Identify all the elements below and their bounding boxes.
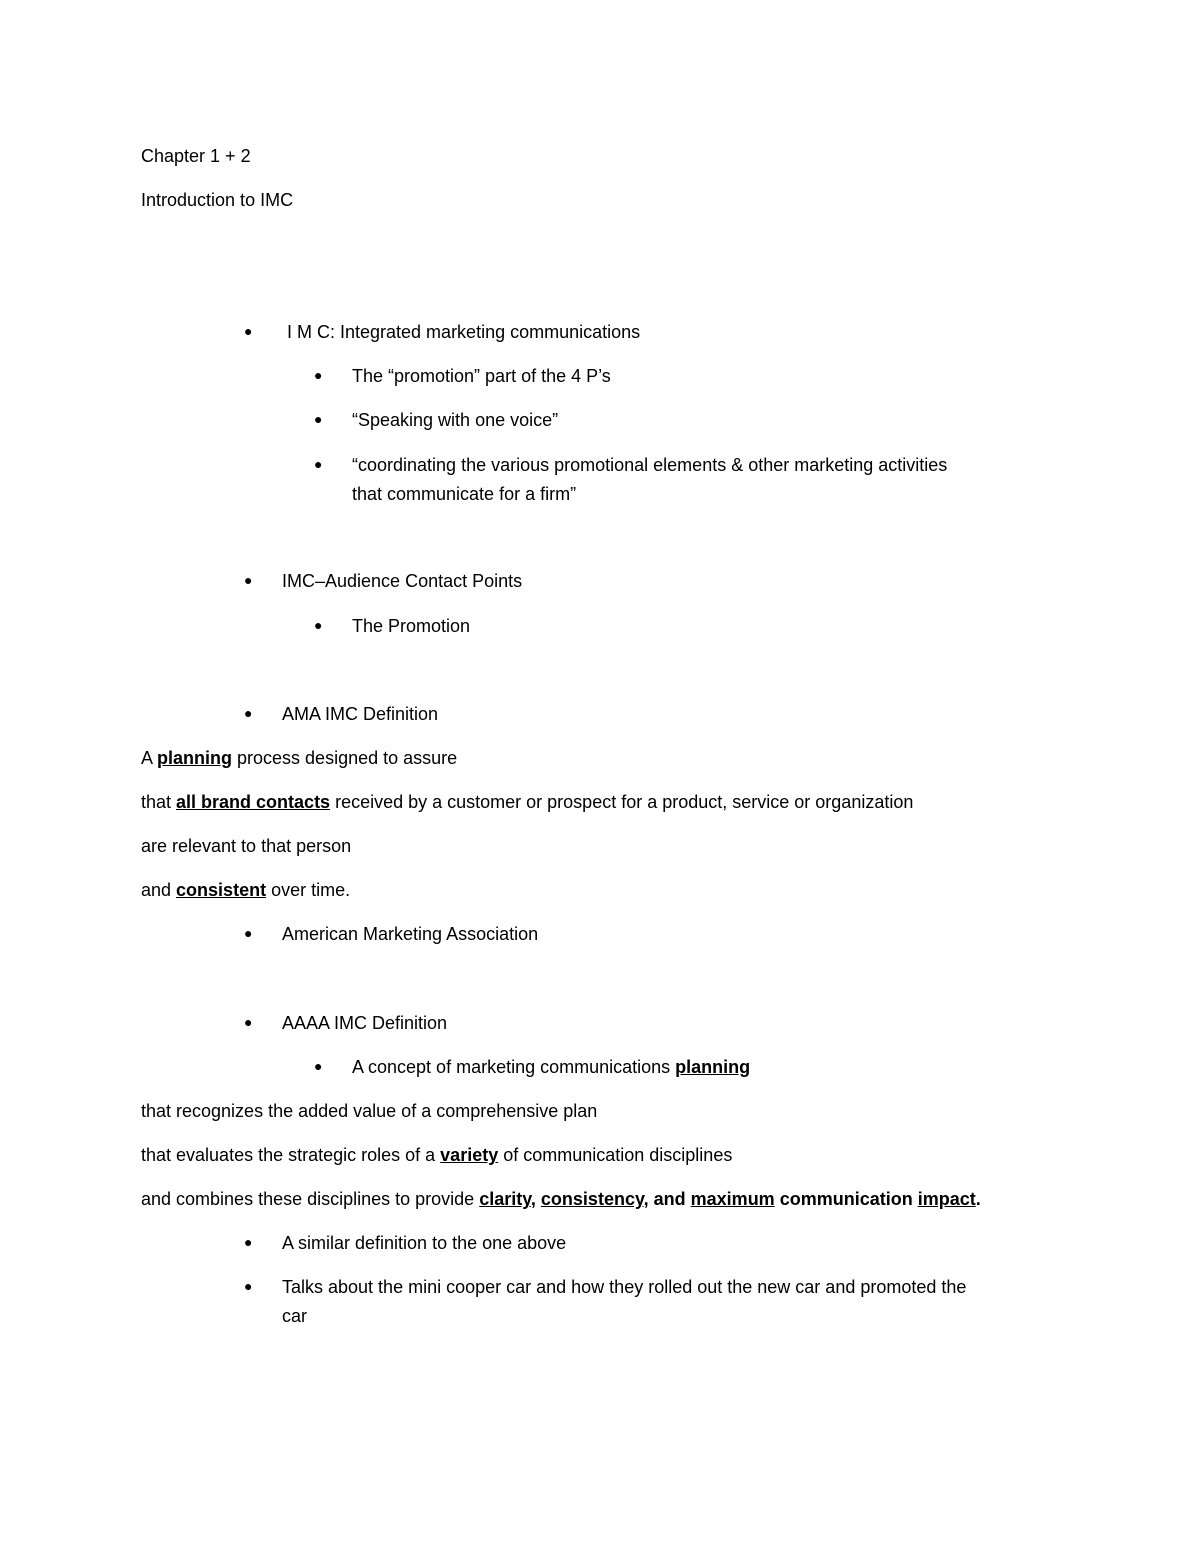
imc-coordinating-item: “coordinating the various promotional elements & other marketing activities bbox=[352, 455, 948, 475]
bullet-icon: ● bbox=[314, 411, 323, 427]
bullet-icon: ● bbox=[244, 1234, 253, 1250]
aaaa-paragraph-line-1: that recognizes the added value of a comprehensive plan bbox=[141, 1101, 598, 1121]
imc-coordinating-item-cont: that communicate for a firm” bbox=[352, 484, 577, 504]
chapter-title: Chapter 1 + 2 bbox=[141, 146, 251, 166]
emphasis-consistency: consistency bbox=[540, 1189, 644, 1209]
aaaa-note-mini-cooper: Talks about the mini cooper car and how they rolled out the new car and promoted the bbox=[282, 1277, 967, 1297]
section-title: Introduction to IMC bbox=[141, 190, 294, 210]
aaaa-heading: AAAA IMC Definition bbox=[282, 1013, 448, 1033]
ama-paragraph-line-3: are relevant to that person bbox=[141, 836, 352, 856]
bullet-icon: ● bbox=[314, 617, 323, 633]
contact-promotion-item: The Promotion bbox=[352, 616, 471, 636]
aaaa-paragraph-line-3: and combines these disciplines to provide clarity, consistency, and maximum communication impact. bbox=[141, 1189, 981, 1209]
bullet-icon: ● bbox=[244, 572, 253, 588]
emphasis-variety: variety bbox=[440, 1145, 499, 1165]
bullet-icon: ● bbox=[244, 705, 253, 721]
emphasis-maximum: maximum bbox=[690, 1189, 775, 1209]
ama-source: American Marketing Association bbox=[282, 924, 539, 944]
emphasis-planning: planning bbox=[157, 748, 233, 768]
bullet-icon: ● bbox=[314, 456, 323, 472]
imc-promotion-item: The “promotion” part of the 4 P’s bbox=[352, 366, 611, 386]
ama-heading: AMA IMC Definition bbox=[282, 704, 439, 724]
bullet-icon: ● bbox=[244, 1278, 253, 1294]
emphasis-planning: planning bbox=[675, 1057, 751, 1077]
emphasis-all-brand-contacts: all brand contacts bbox=[176, 792, 331, 812]
bullet-icon: ● bbox=[314, 1058, 323, 1074]
aaaa-paragraph-line-2: that evaluates the strategic roles of a variety of communication disciplines bbox=[141, 1145, 733, 1165]
emphasis-clarity: clarity bbox=[479, 1189, 531, 1209]
bullet-icon: ● bbox=[244, 925, 253, 941]
aaaa-note-mini-cooper-cont: car bbox=[282, 1306, 308, 1326]
bullet-icon: ● bbox=[244, 1014, 253, 1030]
bullet-icon: ● bbox=[314, 367, 323, 383]
emphasis-consistent: consistent bbox=[176, 880, 267, 900]
ama-paragraph-line-1: A planning process designed to assure bbox=[141, 748, 458, 768]
imc-heading: I M C: Integrated marketing communications bbox=[287, 322, 641, 342]
emphasis-impact: impact bbox=[917, 1189, 976, 1209]
aaaa-note-similar: A similar definition to the one above bbox=[282, 1233, 567, 1253]
ama-paragraph-line-2: that all brand contacts received by a customer or prospect for a product, service or organization bbox=[141, 792, 914, 812]
ama-paragraph-line-4: and consistent over time. bbox=[141, 880, 351, 900]
imc-one-voice-item: “Speaking with one voice” bbox=[352, 410, 559, 430]
aaaa-concept-item: A concept of marketing communications planning bbox=[352, 1057, 751, 1077]
bullet-icon: ● bbox=[244, 323, 253, 339]
contact-points-heading: IMC–Audience Contact Points bbox=[282, 571, 523, 591]
